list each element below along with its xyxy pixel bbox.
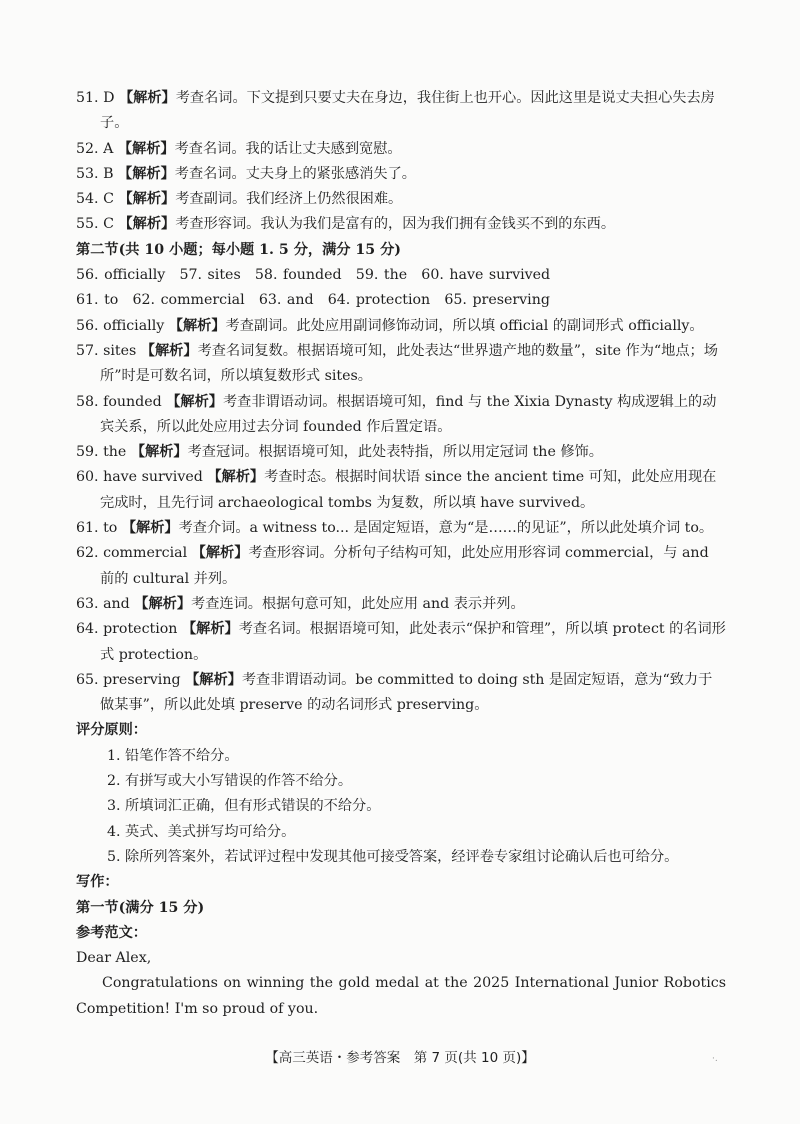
analysis-text: 考查时态。根据时间状语 since the ancient time 可知，此处应用现在完成时，且先行词 archaeological tombs 为复数，所以填 have survived。 (100, 469, 717, 511)
answer-word: 57. sites (76, 342, 137, 359)
answer-word: 61. to (76, 520, 118, 537)
analysis-tag: 【解析】 (185, 671, 242, 688)
analysis-tag: 【解析】 (134, 595, 192, 612)
analysis-tag: 【解析】 (140, 342, 198, 359)
letter-paragraph: Congratulations on winning the gold medal at the 2025 International Junior Robotics Competition! I'm so proud of you. (76, 975, 726, 1017)
analysis-tag: 【解析】 (118, 191, 176, 208)
answer-number: 52. A (76, 140, 114, 157)
analysis-text: 考查形容词。我认为我们是富有的，因为我们拥有金钱买不到的东西。 (175, 216, 616, 233)
answer-word: 64. protection (76, 621, 178, 638)
answers-56-65 (76, 314, 726, 719)
answer-57 (76, 339, 726, 390)
writing-heading: 写作： (76, 874, 119, 891)
analysis-text: 考查名词复数。根据语境可知，此处表达“世界遗产地的数量”，site 作为“地点；场所”时是可数名词，所以填复数形式 sites。 (100, 342, 718, 385)
page-footer: 【高三英语・参考答案 第 7 页(共 10 页)】 (265, 1050, 535, 1066)
analysis-tag: 【解析】 (118, 165, 175, 182)
scoring-rule: 4. 英式、美式拼写均可给分。 (107, 823, 296, 840)
analysis-text: 考查介词。a witness to... 是固定短语，意为“是……的见证”，所以此处填介词 to。 (178, 520, 714, 537)
answer-63 (76, 592, 726, 617)
analysis-text: 考查非谓语动词。be committed to doing sth 是固定短语，意为“致力于做某事”，所以此处填 preserve 的动名词形式 preserving。 (100, 671, 713, 714)
writing-section-heading: 第一节(满分 15 分) (76, 899, 205, 916)
analysis-tag: 【解析】 (117, 140, 175, 157)
analysis-text: 考查名词。根据语境可知，此处表示“保护和管理”，所以填 protect 的名词形式 protection。 (100, 621, 726, 663)
analysis-tag: 【解析】 (118, 90, 176, 106)
answer-number: 55. C (76, 216, 114, 233)
scoring-rule: 1. 铅笔作答不给分。 (107, 747, 239, 764)
answer-51 (76, 86, 726, 137)
answer-summary-row-2: 61. to 62. commercial 63. and 64. protection 65. preserving (76, 292, 550, 309)
scoring-heading: 评分原则： (76, 722, 147, 739)
analysis-text: 考查连词。根据句意可知，此处应用 and 表示并列。 (191, 595, 525, 612)
answer-56 (76, 314, 726, 339)
answer-number: 54. C (76, 191, 114, 208)
analysis-tag: 【解析】 (207, 469, 265, 486)
answer-word: 58. founded (76, 393, 162, 410)
answer-word: 60. have survived (76, 469, 203, 486)
answer-64 (76, 617, 726, 668)
analysis-tag: 【解析】 (166, 393, 223, 410)
answer-65 (76, 668, 726, 719)
answer-59 (76, 440, 726, 465)
analysis-tag: 【解析】 (118, 216, 176, 233)
answer-54 (76, 187, 726, 212)
analysis-tag: 【解析】 (181, 621, 239, 638)
answers-51-55 (76, 86, 726, 238)
answer-word: 56. officially (76, 317, 165, 334)
analysis-text: 考查形容词。分析句子结构可知，此处应用形容词 commercial，与 and 前的 cultural 并列。 (100, 545, 709, 587)
analysis-text: 考查名词。丈夫身上的紧张感消失了。 (174, 165, 416, 182)
analysis-tag: 【解析】 (130, 444, 188, 461)
answer-55 (76, 212, 726, 237)
sample-essay-heading: 参考范文： (76, 924, 147, 941)
analysis-text: 考查副词。此处应用副词修饰动词，所以填 official 的副词形式 officially。 (225, 317, 704, 334)
page-content (76, 86, 726, 1022)
scoring-rules (76, 744, 726, 870)
answer-word: 65. preserving (76, 671, 181, 688)
answer-52 (76, 137, 726, 162)
analysis-tag: 【解析】 (121, 520, 179, 537)
answer-number: 51. D (76, 90, 115, 106)
analysis-text: 考查非谓语动词。根据语境可知，find 与 the Xixia Dynasty 构成逻辑上的动宾关系，所以此处应用过去分词 founded 作后置定语。 (100, 393, 717, 435)
scoring-rule: 3. 所填词汇正确，但有形式错误的不给分。 (107, 798, 381, 815)
answer-number: 53. B (76, 165, 114, 182)
answer-word: 62. commercial (76, 545, 188, 562)
answer-58 (76, 390, 726, 441)
analysis-text: 考查副词。我们经济上仍然很困难。 (175, 191, 403, 208)
scoring-rule: 2. 有拼写或大小写错误的作答不给分。 (107, 773, 353, 790)
analysis-text: 考查冠词。根据语境可知，此处表特指，所以用定冠词 the 修饰。 (187, 444, 603, 461)
analysis-text: 考查名词。我的话让丈夫感到宽慰。 (174, 140, 402, 157)
answer-word: 59. the (76, 444, 127, 461)
answer-word: 63. and (76, 595, 130, 612)
answer-62 (76, 541, 726, 592)
analysis-tag: 【解析】 (191, 545, 249, 562)
answer-61 (76, 516, 726, 541)
answer-53 (76, 162, 726, 187)
letter-greeting: Dear Alex, (76, 950, 152, 967)
scoring-rule: 5. 除所列答案外，若试评过程中发现其他可接受答案，经评卷专家组讨论确认后也可给分。 (107, 848, 679, 865)
analysis-tag: 【解析】 (168, 317, 226, 334)
corner-mark: ·. (712, 1054, 718, 1064)
analysis-text: 考查名词。下文提到只要丈夫在身边，我住街上也开心。因此这里是说丈夫担心失去房子。 (100, 90, 715, 132)
answer-summary-row-1: 56. officially 57. sites 58. founded 59. the 60. have survived (76, 267, 551, 284)
section-2-heading: 第二节(共 10 小题；每小题 1. 5 分，满分 15 分) (76, 241, 401, 258)
answer-60 (76, 465, 726, 516)
